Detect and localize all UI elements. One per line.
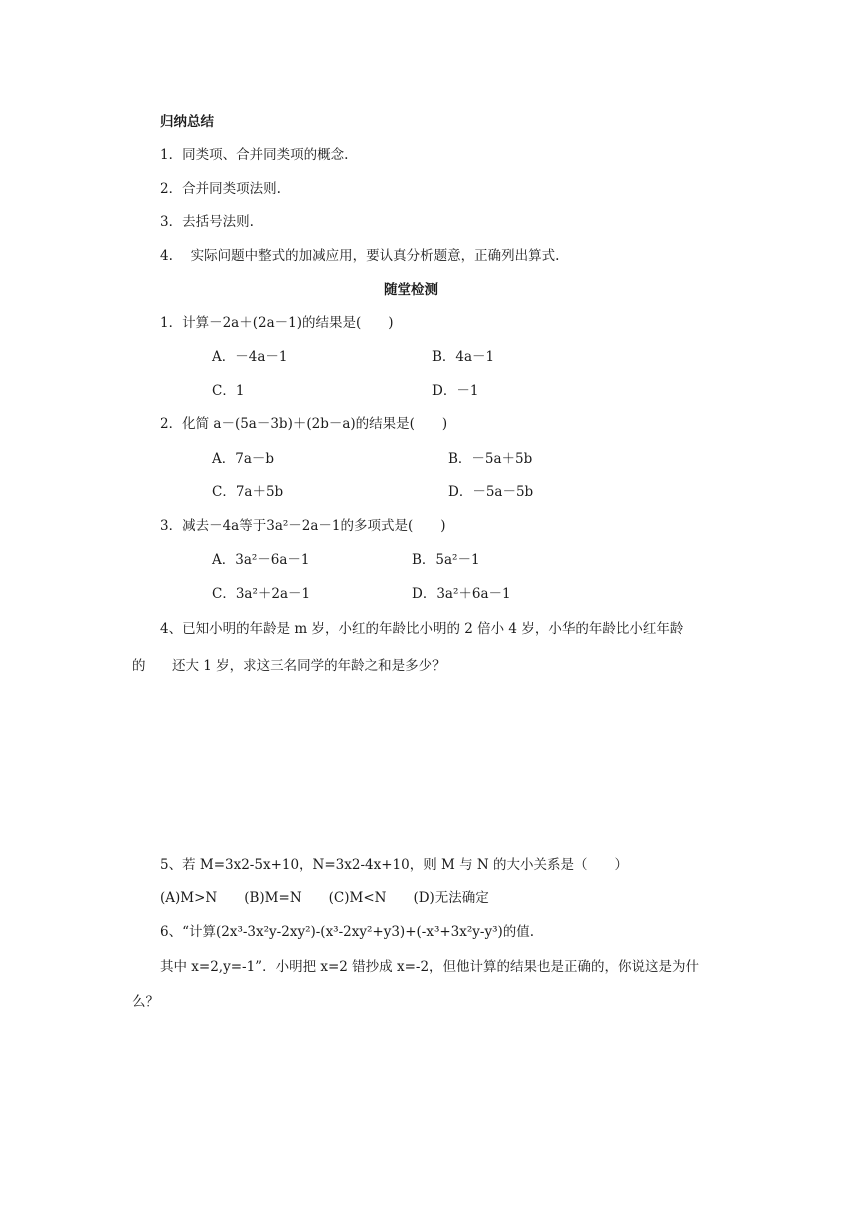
q6-line-3: 么？	[132, 994, 159, 1010]
q2-suffix: 的结果是( )	[355, 416, 448, 432]
summary-item-2: 2．合并同类项法则.	[160, 181, 281, 197]
summary-heading: 归纳总结	[160, 114, 214, 130]
q6-line-2: 其中 x=2,y=-1”．小明把 x=2 错抄成 x=-2，但他计算的结果也是正确的，你说这是为什	[160, 959, 700, 975]
q1-option-b: B．4a－1	[432, 349, 495, 365]
q2-expression: a－(5a－3b)＋(2b－a)	[213, 416, 356, 432]
q4-line-1: 4、已知小明的年龄是 m 岁，小红的年龄比小明的 2 倍小 4 岁，小华的年龄比小红年龄	[160, 621, 684, 637]
q1-option-a: A．－4a－1	[212, 349, 288, 365]
q2-prefix: 2．化简	[160, 416, 210, 432]
q4-line-2: 还大 1 岁，求这三名同学的年龄之和是多少？	[172, 658, 446, 674]
q1-option-c: C．1	[212, 383, 245, 399]
q5-stem: 5、若 M=3x2-5x+10，N=3x2-4x+10，则 M 与 N 的大小关系是（ ）	[160, 857, 629, 873]
summary-item-3: 3．去括号法则.	[160, 214, 254, 230]
summary-item-1: 1．同类项、合并同类项的概念.	[160, 147, 349, 163]
q3-option-a: A．3a²－6a－1	[212, 552, 310, 568]
q2-option-d: D．－5a－5b	[448, 484, 534, 500]
quiz-heading: 随堂检测	[384, 282, 438, 298]
q2-option-a: A．7a－b	[212, 451, 275, 467]
q2-option-c: C．7a＋5b	[212, 484, 284, 500]
q1-suffix: 的结果是( )	[302, 315, 394, 331]
q6-line-1: 6、“计算(2x³-3x²y-2xy²)-(x³-2xy²+y3)+(-x³+3x²y-y³)的值.	[160, 924, 535, 940]
q2-option-b: B．－5a＋5b	[448, 451, 533, 467]
q3-option-c: C．3a²＋2a－1	[212, 586, 311, 602]
q1-stem	[160, 313, 394, 333]
q3-option-b: B．5a²－1	[412, 552, 480, 568]
q3-stem: 3．减去－4a等于3a²－2a－1的多项式是( )	[160, 518, 446, 534]
summary-item-4: 4. 实际问题中整式的加减应用，要认真分析题意，正确列出算式.	[160, 248, 560, 264]
q5-options: (A)M>N (B)M=N (C)M<N (D)无法确定	[160, 890, 489, 906]
q2-stem	[160, 414, 447, 434]
q3-option-d: D．3a²＋6a－1	[412, 586, 511, 602]
q1-option-d: D．－1	[432, 383, 479, 399]
q4-line-2-start: 的	[132, 658, 146, 674]
q1-expression: －2a＋(2a－1)	[209, 315, 302, 331]
q1-number: 1．计算	[160, 315, 210, 331]
